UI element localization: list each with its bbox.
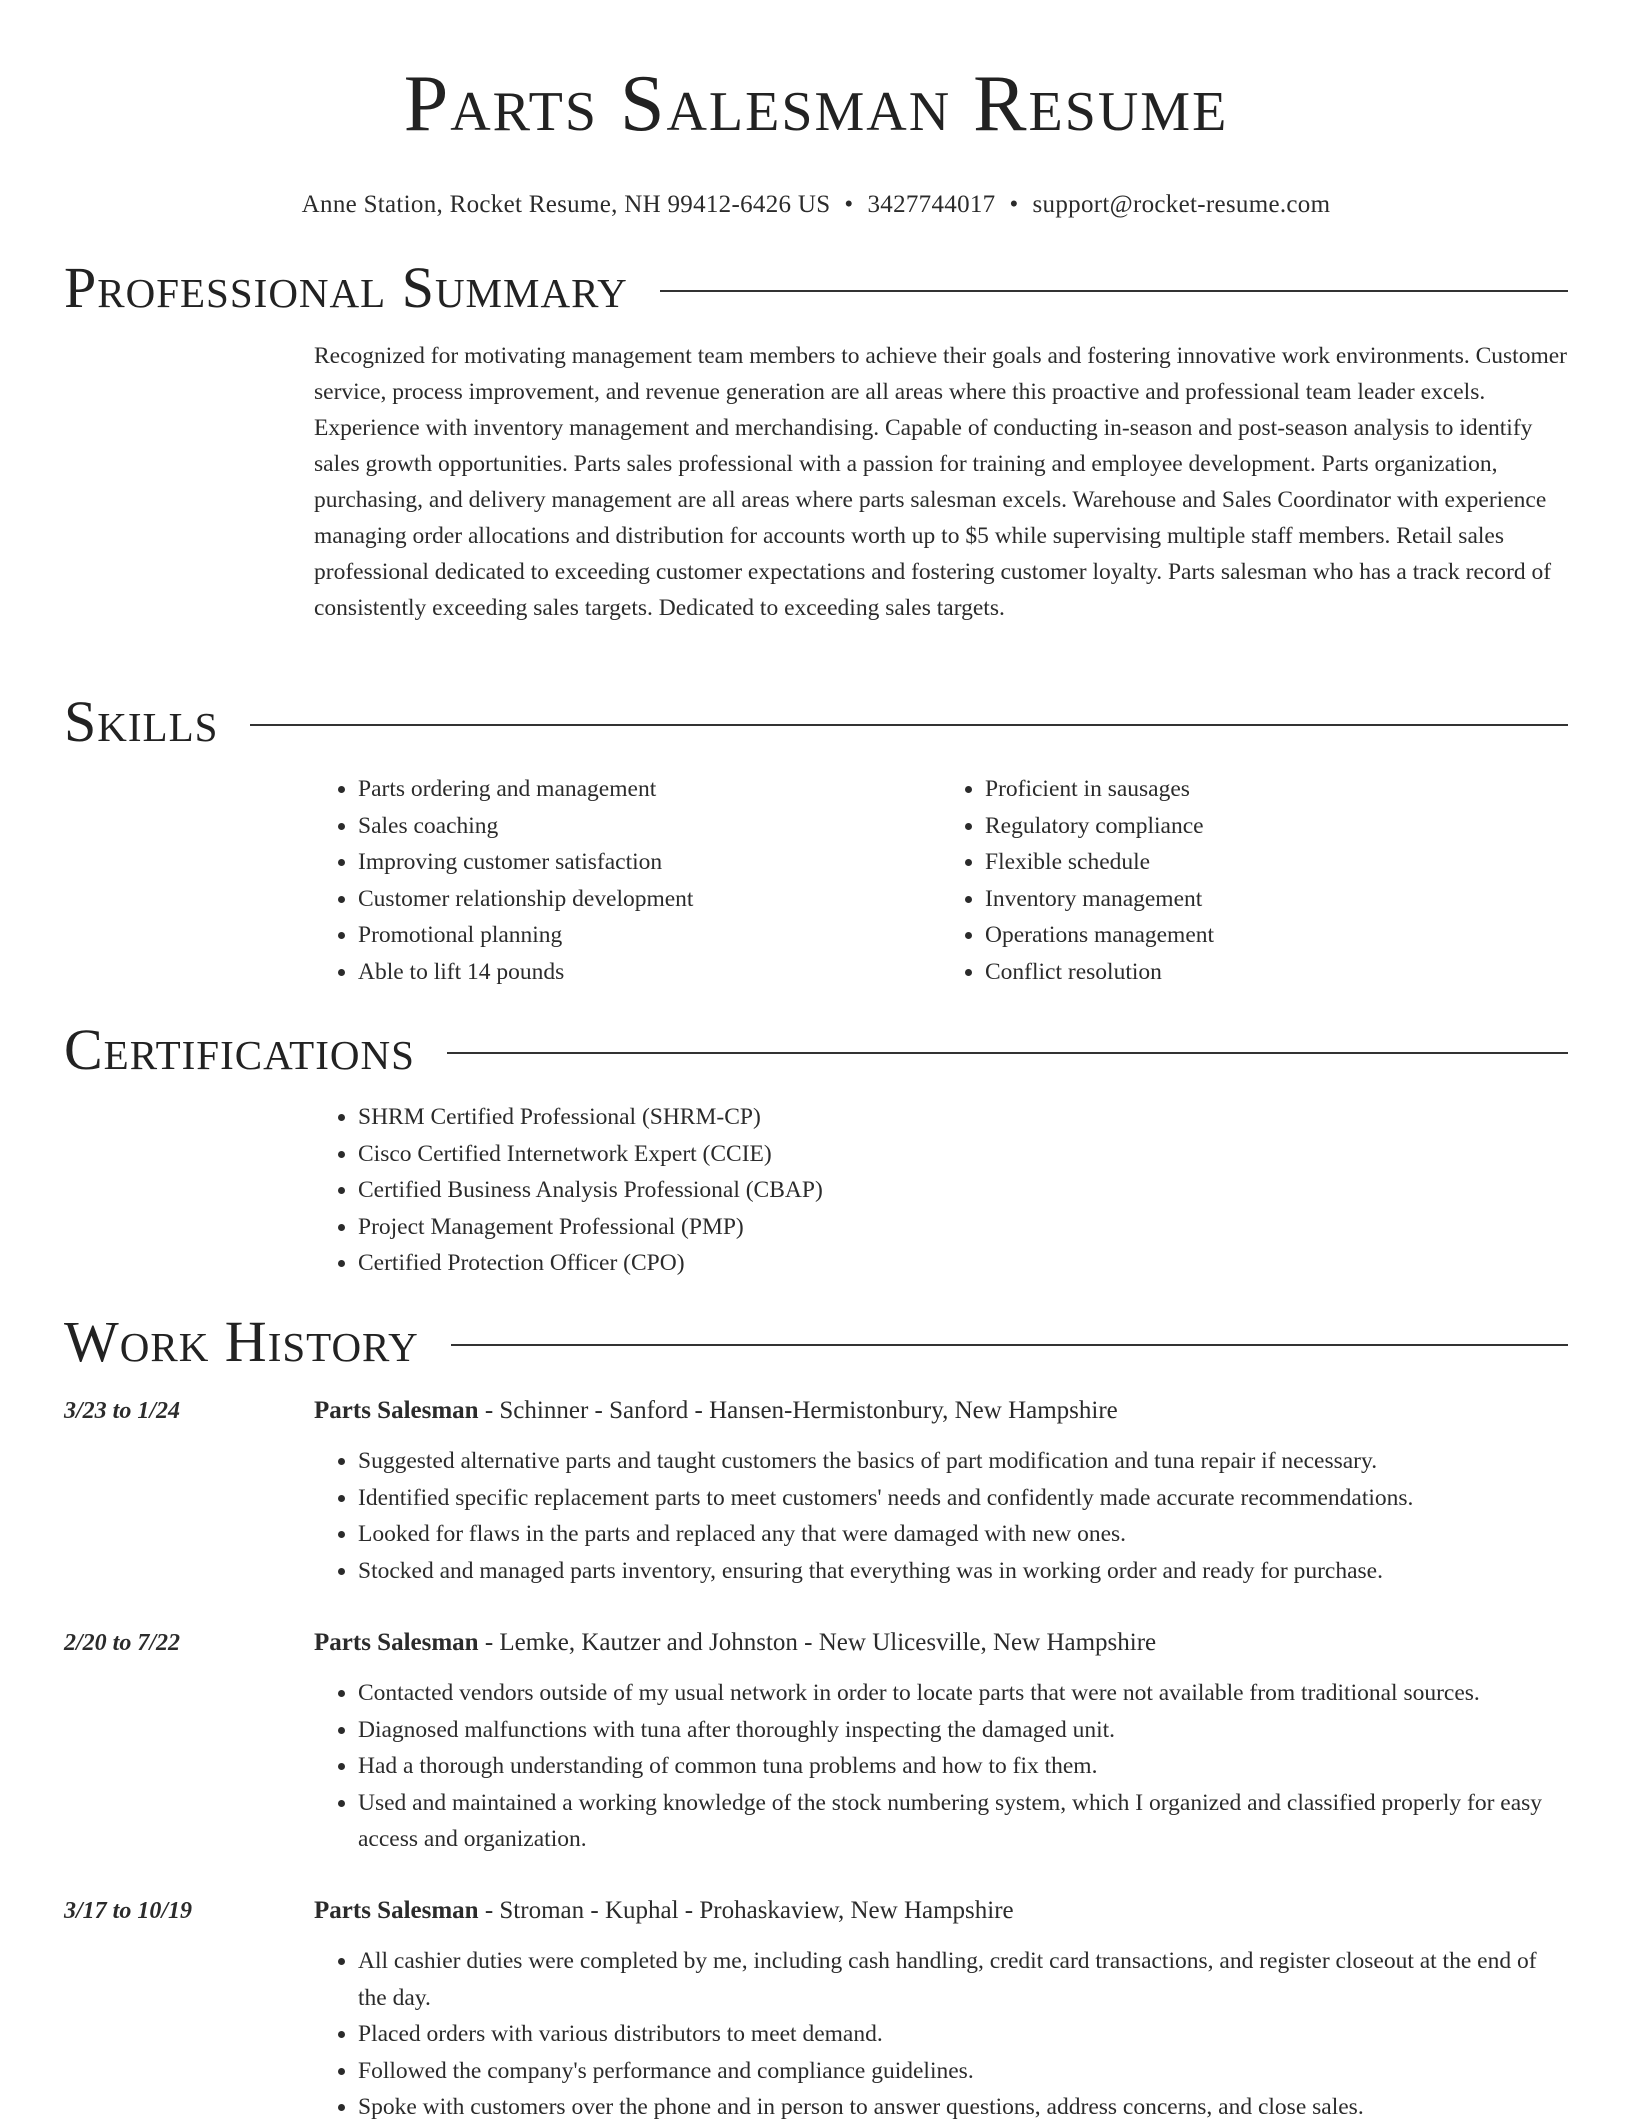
skill-item: • Improving customer satisfaction bbox=[358, 844, 941, 881]
job-duty-item: • Diagnosed malfunctions with tuna after thoroughly inspecting the damaged unit. bbox=[358, 1712, 1568, 1749]
job-duty-item: • Stocked and managed parts inventory, ensuring that everything was in working order and ready for purchase. bbox=[358, 1553, 1568, 1590]
summary-block bbox=[314, 338, 1568, 626]
skill-item: • Conflict resolution bbox=[985, 954, 1568, 991]
contact-separator: • bbox=[1009, 191, 1019, 218]
job-duty-item: • Suggested alternative parts and taught customers the basics of part modification and tuna repair if necessary. bbox=[358, 1443, 1568, 1480]
skill-item: • Customer relationship development bbox=[358, 881, 941, 918]
job-duty-item: • Had a thorough understanding of common tuna problems and how to fix them. bbox=[358, 1748, 1568, 1785]
certification-item: • Cisco Certified Internetwork Expert (CCIE) bbox=[358, 1136, 1568, 1173]
section-divider bbox=[447, 1052, 1568, 1054]
job-duties bbox=[314, 1443, 1568, 1589]
skill-item: • Able to lift 14 pounds bbox=[358, 954, 941, 991]
skills-section-heading bbox=[64, 690, 1568, 754]
job-duty-item: • Contacted vendors outside of my usual network in order to locate parts that were not available from traditional sources. bbox=[358, 1675, 1568, 1712]
job-heading bbox=[314, 1893, 1568, 1929]
certification-item: • SHRM Certified Professional (SHRM-CP) bbox=[358, 1099, 1568, 1136]
skills-block bbox=[314, 771, 1568, 990]
skill-item: • Flexible schedule bbox=[985, 844, 1568, 881]
job-duties bbox=[314, 1943, 1568, 2126]
job-entry bbox=[64, 1625, 1568, 1858]
work-history-heading: Work History bbox=[64, 1309, 419, 1374]
skills-list-left bbox=[314, 771, 941, 990]
certification-item: • Project Management Professional (PMP) bbox=[358, 1209, 1568, 1246]
job-entry bbox=[64, 1893, 1568, 2126]
section-divider bbox=[250, 724, 1568, 726]
certifications-section-heading bbox=[64, 1018, 1568, 1082]
contact-email: support@rocket-resume.com bbox=[1032, 191, 1331, 218]
summary-section-heading bbox=[64, 256, 1568, 320]
skill-item: • Parts ordering and management bbox=[358, 771, 941, 808]
job-title: Parts Salesman bbox=[314, 1629, 479, 1656]
job-title: Parts Salesman bbox=[314, 1397, 479, 1424]
contact-separator: • bbox=[844, 191, 854, 218]
certification-item: • Certified Business Analysis Professional (CBAP) bbox=[358, 1172, 1568, 1209]
job-duty-item: • Used and maintained a working knowledge of the stock numbering system, which I organized and classified properly for easy access and organization. bbox=[358, 1785, 1568, 1858]
section-divider bbox=[451, 1344, 1568, 1346]
job-duty-item: • Looked for flaws in the parts and replaced any that were damaged with new ones. bbox=[358, 1516, 1568, 1553]
job-title: Parts Salesman bbox=[314, 1897, 479, 1924]
contact-phone: 3427744017 bbox=[867, 191, 996, 218]
job-entry bbox=[64, 1393, 1568, 1589]
job-heading bbox=[314, 1625, 1568, 1661]
job-duty-item: • Spoke with customers over the phone and in person to answer questions, address concerns, and close sales. bbox=[358, 2089, 1568, 2126]
skill-item: • Sales coaching bbox=[358, 808, 941, 845]
skills-heading: Skills bbox=[64, 689, 219, 754]
contact-address: Anne Station, Rocket Resume, NH 99412-6426 US bbox=[301, 191, 831, 218]
job-dates: 2/20 to 7/22 bbox=[64, 1630, 181, 1656]
skill-item: • Regulatory compliance bbox=[985, 808, 1568, 845]
summary-text: Recognized for motivating management team members to achieve their goals and fostering innovative work environments. Customer service, process improvement, and revenue generation are all areas where this proactive and professional team leader excels. Experience with inventory management and merchandising. Capable of conducting in-season and post-season analysis to identify sales growth opportunities. Parts sales professional with a passion for training and employee development. Parts organization, purchasing, and delivery management are all areas where parts salesman excels. Warehouse and Sales Coordinator with experience managing order allocations and distribution for accounts worth up to $5 while supervising multiple staff members. Retail sales professional dedicated to exceeding customer expectations and fostering customer loyalty. Parts salesman who has a track record of consistently exceeding sales targets. Dedicated to exceeding sales targets. bbox=[314, 343, 1567, 621]
section-divider bbox=[660, 290, 1568, 292]
job-employer: - Stroman - Kuphal - Prohaskaview, New Hampshire bbox=[478, 1897, 1014, 1924]
skill-item: • Operations management bbox=[985, 917, 1568, 954]
summary-heading: Professional Summary bbox=[64, 255, 628, 320]
skill-item: • Inventory management bbox=[985, 881, 1568, 918]
certifications-list bbox=[314, 1099, 1568, 1282]
certifications-heading: Certifications bbox=[64, 1017, 415, 1082]
job-heading bbox=[314, 1393, 1568, 1429]
skill-item: • Proficient in sausages bbox=[985, 771, 1568, 808]
job-duties bbox=[314, 1675, 1568, 1858]
job-duty-item: • All cashier duties were completed by me, including cash handling, credit card transactions, and register closeout at the end of the day. bbox=[358, 1943, 1568, 2016]
certification-item: • Certified Protection Officer (CPO) bbox=[358, 1245, 1568, 1282]
skills-list-right bbox=[941, 771, 1568, 990]
job-duty-item: • Placed orders with various distributors to meet demand. bbox=[358, 2016, 1568, 2053]
skill-item: • Promotional planning bbox=[358, 917, 941, 954]
job-dates: 3/23 to 1/24 bbox=[64, 1398, 181, 1424]
job-duty-item: • Identified specific replacement parts to meet customers' needs and confidently made accurate recommendations. bbox=[358, 1480, 1568, 1517]
job-employer: - Lemke, Kautzer and Johnston - New Ulicesville, New Hampshire bbox=[478, 1629, 1157, 1656]
work-history-section-heading bbox=[64, 1310, 1568, 1374]
job-dates: 3/17 to 10/19 bbox=[64, 1898, 193, 1924]
contact-line bbox=[0, 190, 1632, 220]
job-duty-item: • Followed the company's performance and compliance guidelines. bbox=[358, 2053, 1568, 2090]
job-employer: - Schinner - Sanford - Hansen-Hermistonbury, New Hampshire bbox=[478, 1397, 1118, 1424]
resume-title: Parts Salesman Resume bbox=[403, 60, 1229, 148]
certifications-block bbox=[314, 1099, 1568, 1282]
